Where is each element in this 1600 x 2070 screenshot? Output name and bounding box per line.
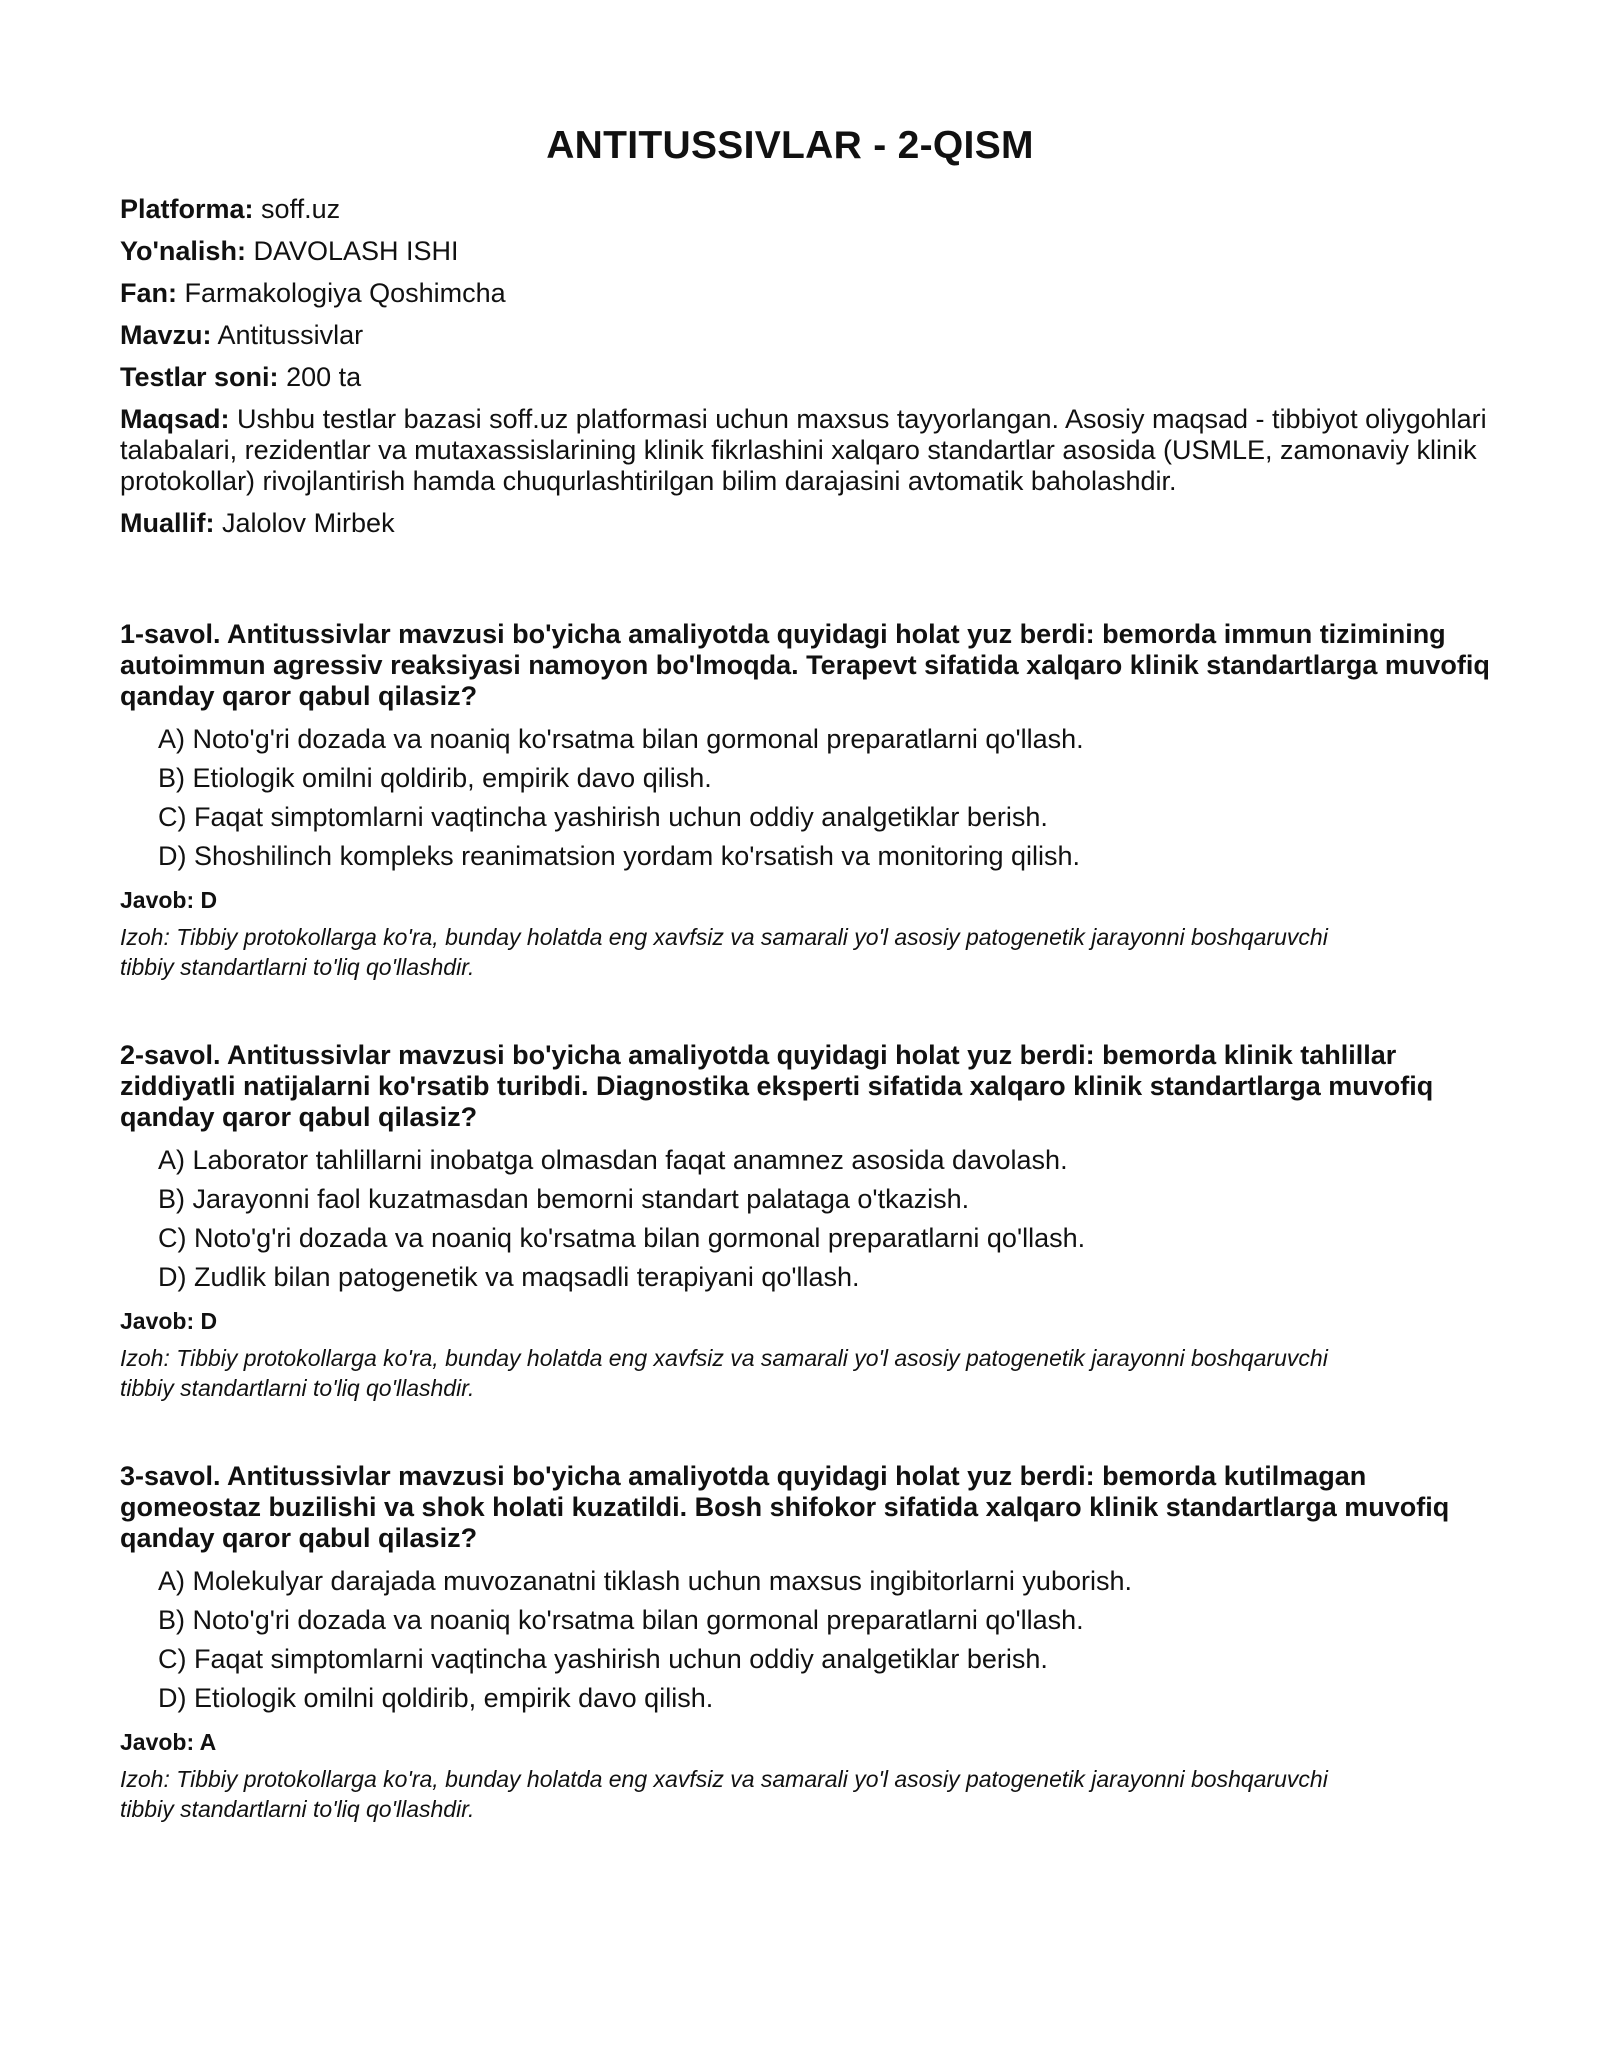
option-a: A) Laborator tahlillarni inobatga olmasdan faqat anamnez asosida davolash. [158, 1145, 1068, 1175]
explanation-note: Izoh: Tibbiy protokollarga ko'ra, bunday holatda eng xavfsiz va samarali yo'l asosiy patogenetik jarayonni boshqaruvchi tibbiy standartlarni to'liq qo'llashdir. [120, 924, 1328, 980]
option-a: A) Molekulyar darajada muvozanatni tiklash uchun maxsus ingibitorlarni yuborish. [158, 1566, 1132, 1596]
answer-label: Javob: D [120, 887, 218, 913]
question-item [120, 619, 1490, 982]
meta-value: Farmakologiya Qoshimcha [184, 278, 506, 308]
meta-value: soff.uz [261, 194, 341, 224]
meta-value: Ushbu testlar bazasi soff.uz platformasi uchun maxsus tayyorlangan. Asosiy maqsad - tibbiyot oliygohlari talabalari, rezidentlar va mutaxassislarining klinik fikrlashini xalqaro standartlar asosida (USMLE, zamonaviy klinik protokollar) rivojlantirish hamda chuqurlashtirilgan bilim darajasini avtomatik baholashdir. [120, 404, 1487, 496]
explanation-note: Izoh: Tibbiy protokollarga ko'ra, bunday holatda eng xavfsiz va samarali yo'l asosiy patogenetik jarayonni boshqaruvchi tibbiy standartlarni to'liq qo'llashdir. [120, 1345, 1328, 1401]
meta-direction [120, 236, 1490, 267]
question-text: 2-savol. Antitussivlar mavzusi bo'yicha amaliyotda quyidagi holat yuz berdi: bemorda klinik tahlillar ziddiyatli natijalarni ko'rsatib turibdi. Diagnostika eksperti sifatida xalqaro klinik standartlarga muvofiq qanday qaror qabul qilasiz? [120, 1040, 1434, 1132]
meta-key: Mavzu: [120, 320, 212, 350]
metadata-block [120, 194, 1490, 539]
answer-label: Javob: A [120, 1729, 217, 1755]
meta-key: Testlar soni: [120, 362, 279, 392]
option-d: D) Zudlik bilan patogenetik va maqsadli terapiyani qo'llash. [158, 1262, 860, 1292]
question-text: 1-savol. Antitussivlar mavzusi bo'yicha amaliyotda quyidagi holat yuz berdi: bemorda immun tizimining autoimmun agressiv reaksiyasi namoyon bo'lmoqda. Terapevt sifatida xalqaro klinik standartlarga muvofiq qanday qaror qabul qilasiz? [120, 619, 1490, 711]
meta-value: Antitussivlar [217, 320, 364, 350]
meta-purpose [120, 404, 1490, 497]
option-c: C) Noto'g'ri dozada va noaniq ko'rsatma bilan gormonal preparatlarni qo'llash. [158, 1223, 1086, 1253]
meta-key: Muallif: [120, 508, 215, 538]
answer-options [158, 724, 1490, 872]
option-b: B) Etiologik omilni qoldirib, empirik davo qilish. [158, 763, 712, 793]
option-c: C) Faqat simptomlarni vaqtincha yashirish uchun oddiy analgetiklar berish. [158, 1644, 1048, 1674]
meta-value: Jalolov Mirbek [222, 508, 395, 538]
answer-options [158, 1566, 1490, 1714]
meta-key: Platforma: [120, 194, 254, 224]
question-item [120, 1040, 1490, 1403]
option-c: C) Faqat simptomlarni vaqtincha yashirish uchun oddiy analgetiklar berish. [158, 802, 1048, 832]
questions-list [120, 619, 1490, 1824]
meta-value: DAVOLASH ISHI [253, 236, 459, 266]
option-d: D) Shoshilinch kompleks reanimatsion yordam ko'rsatish va monitoring qilish. [158, 841, 1081, 871]
meta-subject [120, 278, 1490, 309]
document-page [120, 0, 1490, 1882]
answer-options [158, 1145, 1490, 1293]
option-a: A) Noto'g'ri dozada va noaniq ko'rsatma bilan gormonal preparatlarni qo'llash. [158, 724, 1084, 754]
meta-key: Maqsad: [120, 404, 230, 434]
meta-value: 200 ta [286, 362, 362, 392]
explanation-note: Izoh: Tibbiy protokollarga ko'ra, bunday holatda eng xavfsiz va samarali yo'l asosiy patogenetik jarayonni boshqaruvchi tibbiy standartlarni to'liq qo'llashdir. [120, 1766, 1328, 1822]
meta-key: Fan: [120, 278, 177, 308]
meta-test-count [120, 362, 1490, 393]
option-d: D) Etiologik omilni qoldirib, empirik davo qilish. [158, 1683, 714, 1713]
question-text: 3-savol. Antitussivlar mavzusi bo'yicha amaliyotda quyidagi holat yuz berdi: bemorda kutilmagan gomeostaz buzilishi va shok holati kuzatildi. Bosh shifokor sifatida xalqaro klinik standartlarga muvofiq qanday qaror qabul qilasiz? [120, 1461, 1450, 1553]
meta-key: Yo'nalish: [120, 236, 246, 266]
question-item [120, 1461, 1490, 1824]
meta-platform [120, 194, 1490, 225]
meta-author [120, 508, 1490, 539]
meta-topic [120, 320, 1490, 351]
option-b: B) Jarayonni faol kuzatmasdan bemorni standart palataga o'tkazish. [158, 1184, 970, 1214]
page-title: ANTITUSSIVLAR - 2-QISM [546, 124, 1034, 167]
option-b: B) Noto'g'ri dozada va noaniq ko'rsatma bilan gormonal preparatlarni qo'llash. [158, 1605, 1084, 1635]
answer-label: Javob: D [120, 1308, 218, 1334]
